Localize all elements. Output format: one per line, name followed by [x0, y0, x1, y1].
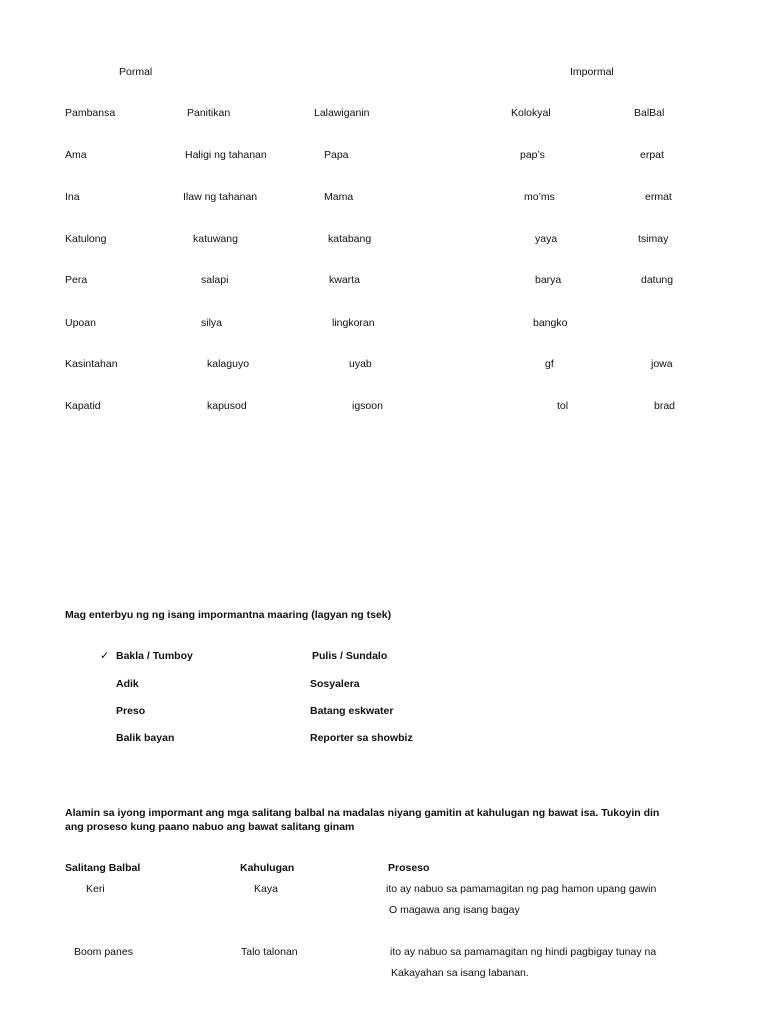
column-header-balbal: BalBal [634, 107, 665, 119]
option-preso[interactable]: Preso [116, 705, 146, 717]
table-cell: uyab [349, 358, 372, 370]
table-cell: Haligi ng tahanan [185, 149, 267, 161]
option-reporter-sa-showbiz[interactable]: Reporter sa showbiz [310, 732, 413, 744]
table-cell: kwarta [329, 274, 360, 286]
table-cell: ermat [645, 191, 672, 203]
glossary-header-word: Salitang Balbal [65, 862, 141, 874]
table-cell: kalaguyo [207, 358, 250, 370]
table-cell: brad [654, 400, 676, 412]
table-cell: Kasintahan [65, 358, 118, 370]
table-cell: tol [557, 400, 569, 412]
table-cell: Pera [65, 274, 88, 286]
option-batang-eskwater[interactable]: Batang eskwater [310, 705, 394, 717]
table-cell: Ilaw ng tahanan [183, 191, 258, 203]
column-header-kolokyal: Kolokyal [511, 107, 551, 119]
table-cell: gf [545, 358, 554, 370]
glossary-process: O magawa ang isang bagay [389, 904, 520, 916]
glossary-process: Kakayahan sa isang labanan. [391, 967, 529, 979]
table-cell: pap’s [520, 149, 545, 161]
table-cell: mo’ms [524, 191, 555, 203]
check-mark-icon[interactable]: ✓ [100, 650, 110, 662]
table-cell: erpat [640, 149, 664, 161]
glossary-header-process: Proseso [388, 862, 430, 874]
task-line-1: Alamin sa iyong impormant ang mga salitang balbal na madalas niyang gamitin at kahulugan ng bawat isa. Tukoyin din [65, 807, 660, 819]
table-cell: katuwang [193, 233, 238, 245]
header-pormal: Pormal [119, 66, 153, 78]
option-bakla-tumboy[interactable]: Bakla / Tumboy [116, 650, 193, 662]
table-cell: yaya [535, 233, 558, 245]
table-cell: bangko [533, 317, 568, 329]
glossary-word: Boom panes [74, 946, 133, 958]
interview-instruction: Mag enterbyu ng ng isang impormantna maaring (lagyan ng tsek) [65, 609, 392, 621]
option-pulis-sundalo[interactable]: Pulis / Sundalo [312, 650, 388, 662]
table-cell: katabang [328, 233, 372, 245]
column-header-lalawiganin: Lalawiganin [314, 107, 370, 119]
option-sosyalera[interactable]: Sosyalera [310, 678, 360, 690]
glossary-process: ito ay nabuo sa pamamagitan ng pag hamon upang gawin [386, 883, 657, 895]
table-cell: Ama [65, 149, 87, 161]
glossary-meaning: Talo talonan [241, 946, 298, 958]
table-cell: datung [641, 274, 674, 286]
column-header-pambansa: Pambansa [65, 107, 116, 119]
table-cell: barya [535, 274, 562, 286]
glossary-meaning: Kaya [254, 883, 278, 895]
table-cell: jowa [651, 358, 673, 370]
table-cell: Papa [324, 149, 349, 161]
option-adik[interactable]: Adik [116, 678, 139, 690]
task-line-2: ang proseso kung paano nabuo ang bawat salitang ginam [65, 821, 355, 833]
table-cell: salapi [201, 274, 229, 286]
table-cell: Ina [65, 191, 80, 203]
header-impormal: Impormal [570, 66, 614, 78]
glossary-word: Keri [86, 883, 105, 895]
table-cell: Kapatid [65, 400, 101, 412]
table-cell: Mama [324, 191, 354, 203]
table-cell: Upoan [65, 317, 96, 329]
table-cell: igsoon [352, 400, 383, 412]
table-cell: silya [201, 317, 223, 329]
table-cell: Katulong [65, 233, 107, 245]
column-header-panitikan: Panitikan [187, 107, 231, 119]
table-cell: lingkoran [332, 317, 375, 329]
option-balik-bayan[interactable]: Balik bayan [116, 732, 175, 744]
table-cell: kapusod [207, 400, 247, 412]
table-cell: tsimay [638, 233, 669, 245]
glossary-header-meaning: Kahulugan [240, 862, 295, 874]
glossary-process: ito ay nabuo sa pamamagitan ng hindi pagbigay tunay na [390, 946, 657, 958]
